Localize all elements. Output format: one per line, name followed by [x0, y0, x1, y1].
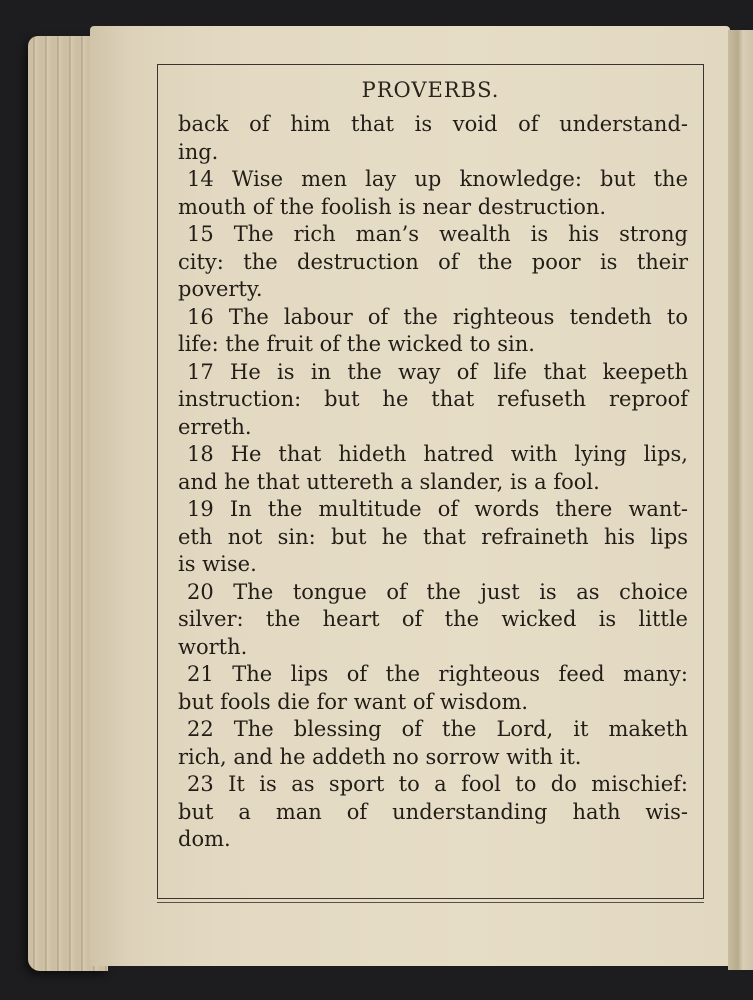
- facing-page-edge: [728, 30, 753, 970]
- text-line: worth.: [178, 634, 248, 659]
- text-line: 20 The tongue of the just is as choice: [187, 579, 688, 604]
- text-line: 17 He is in the way of life that keepeth: [187, 359, 688, 384]
- text-line: 21 The lips of the righteous feed many:: [187, 662, 688, 686]
- text-line: 19 In the multitude of words there want-: [187, 497, 688, 521]
- text-line: rich, and he addeth no sorrow with it.: [178, 744, 582, 769]
- verse-text: [178, 111, 688, 854]
- text-line: ing.: [178, 139, 219, 164]
- text-line: poverty.: [178, 277, 263, 301]
- text-line: but a man of understanding hath wis-: [178, 799, 688, 824]
- bottom-rule: [157, 902, 704, 903]
- text-line: and he that uttereth a slander, is a fool.: [178, 469, 600, 494]
- text-line: back of him that is void of understand-: [178, 112, 688, 136]
- text-line: 22 The blessing of the Lord, it maketh: [187, 717, 688, 741]
- text-line: city: the destruction of the poor is their: [178, 249, 688, 274]
- text-line: is wise.: [178, 552, 257, 576]
- text-line: instruction: but he that refuseth reproof: [178, 387, 688, 411]
- text-line: 23 It is as sport to a fool to do mischief:: [187, 772, 688, 796]
- text-line: dom.: [178, 827, 231, 851]
- text-line: mouth of the foolish is near destruction.: [178, 194, 607, 219]
- text-line: 14 Wise men lay up knowledge: but the: [187, 167, 688, 191]
- text-line: but fools die for want of wisdom.: [178, 689, 529, 714]
- running-head: PROVERBS.: [361, 78, 500, 102]
- text-line: 16 The labour of the righteous tendeth to: [187, 304, 688, 329]
- text-line: life: the fruit of the wicked to sin.: [178, 332, 535, 356]
- text-line: silver: the heart of the wicked is little: [178, 607, 688, 631]
- text-line: eth not sin: but he that refraineth his lips: [178, 524, 688, 549]
- text-line: 18 He that hideth hatred with lying lips,: [187, 442, 688, 466]
- text-line: 15 The rich man’s wealth is his strong: [187, 222, 688, 246]
- text-line: erreth.: [178, 414, 252, 439]
